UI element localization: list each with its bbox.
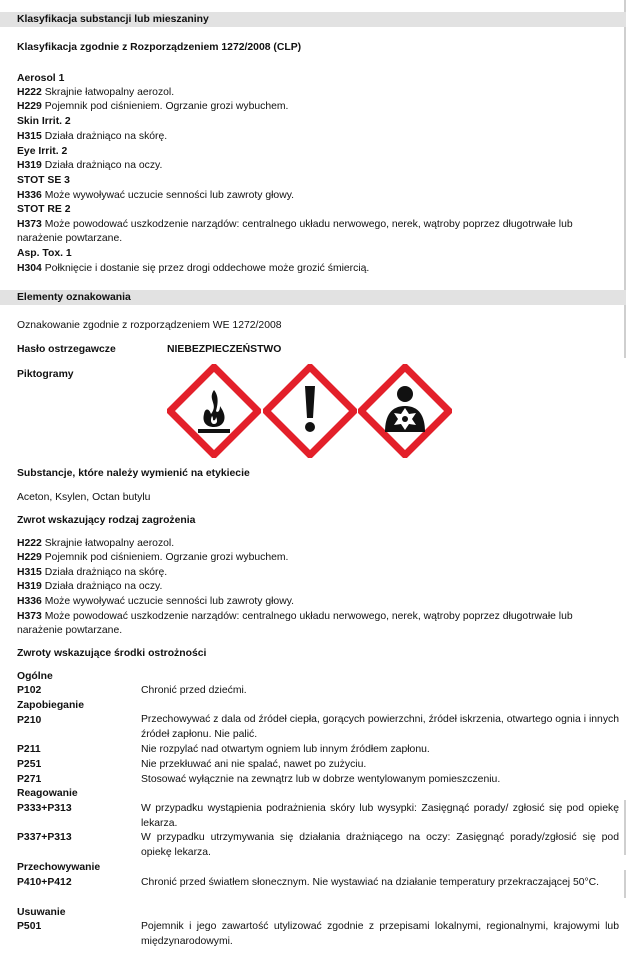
precaution-code: P410+P412 <box>17 877 72 888</box>
hazard-statement <box>17 130 167 143</box>
hazard-statements-heading: Zwrot wskazujący rodzaj zagrożenia <box>17 515 196 526</box>
precaution-text: Chronić przed dziećmi. <box>141 685 247 696</box>
statement-code: H336 <box>17 596 42 607</box>
statement-text: Połknięcie i dostanie się przez drogi oddechowe może grozić śmiercią. <box>44 263 370 274</box>
precaution-group-label: Reagowanie <box>17 788 78 799</box>
statement-code: H229 <box>17 552 42 563</box>
precaution-group-label: Zapobieganie <box>17 700 84 711</box>
precaution-code: P501 <box>17 921 42 932</box>
statement-text: Może powodować uszkodzenie narządów: centralnego układu nerwowego, nerek, wątroby poprzez długotrwałe lub <box>44 611 573 622</box>
classification-section-title: Klasyfikacja substancji lub mieszaniny <box>17 14 209 25</box>
statement-code: H336 <box>17 190 42 201</box>
precaution-code: P271 <box>17 774 42 785</box>
pictograms-label: Piktogramy <box>17 369 74 380</box>
flame-icon <box>167 364 261 458</box>
precaution-text: Przechowywać z dala od źródeł ciepła, gorących powierzchni, źródeł iskrzenia, otwartego ognia i innych źródeł zapłonu. Nie palić. <box>141 714 619 740</box>
precaution-group-label: Ogólne <box>17 671 53 682</box>
precaution-text: W przypadku wystąpienia podrażnienia skóry lub wysypki: Zasięgnąć porady/ zgłosić się pod opiekę lekarza. <box>141 803 619 829</box>
hazard-statement <box>17 551 288 564</box>
precaution-text: Stosować wyłącznie na zewnątrz lub w dobrze wentylowanym pomieszczeniu. <box>141 774 501 785</box>
precaution-code: P333+P313 <box>17 803 72 814</box>
statement-code: H319 <box>17 581 42 592</box>
statement-text: Działa drażniąco na oczy. <box>44 581 163 592</box>
precaution-text: Nie przekłuwać ani nie spalać, nawet po zużyciu. <box>141 759 367 770</box>
hazard-statement <box>17 86 174 99</box>
precaution-text: Pojemnik i jego zawartość utylizować zgodnie z przepisami lokalnymi, regionalnymi, krajowymi lub międzynarodowymi. <box>141 921 619 947</box>
statement-code: H222 <box>17 87 42 98</box>
statement-text: Pojemnik pod ciśnieniem. Ogrzanie grozi wybuchem. <box>44 552 289 563</box>
statement-text: Może wywoływać uczucie senności lub zawroty głowy. <box>44 190 295 201</box>
hazard-statement <box>17 100 288 113</box>
statement-text: Działa drażniąco na skórę. <box>44 131 168 142</box>
labelling-section-title: Elementy oznakowania <box>17 292 131 303</box>
statement-code: H222 <box>17 538 42 549</box>
hazard-statement <box>17 159 162 172</box>
hazard-statement <box>17 610 573 623</box>
substances-heading: Substancje, które należy wymienić na etykiecie <box>17 468 250 479</box>
hazard-statement <box>17 566 167 579</box>
statement-code: H373 <box>17 219 42 230</box>
statement-code: H315 <box>17 567 42 578</box>
hazard-statement <box>17 595 294 608</box>
statement-code: H315 <box>17 131 42 142</box>
hazard-statement-continuation: narażenie powtarzane. <box>17 233 123 244</box>
statement-text: Pojemnik pod ciśnieniem. Ogrzanie grozi wybuchem. <box>44 101 289 112</box>
hazard-statement <box>17 218 573 231</box>
precaution-code: P251 <box>17 759 42 770</box>
hazard-category: STOT SE 3 <box>17 175 70 186</box>
health-hazard-icon <box>358 364 452 458</box>
precaution-group-label: Przechowywanie <box>17 862 101 873</box>
statement-text: Skrajnie łatwopalny aerozol. <box>44 538 175 549</box>
precaution-text: Chronić przed światłem słonecznym. Nie wystawiać na działanie temperatury przekraczającej 50°C. <box>141 877 600 888</box>
precaution-code: P337+P313 <box>17 832 72 843</box>
hazard-category: Skin Irrit. 2 <box>17 116 71 127</box>
classification-section-header <box>0 12 626 27</box>
substances-list: Aceton, Ksylen, Octan butylu <box>17 492 151 503</box>
hazard-category: STOT RE 2 <box>17 204 71 215</box>
precaution-group-label: Usuwanie <box>17 907 66 918</box>
exclamation-mark-icon <box>263 364 357 458</box>
statement-text: Może powodować uszkodzenie narządów: centralnego układu nerwowego, nerek, wątroby poprzez długotrwałe lub <box>44 219 573 230</box>
hazard-category: Aerosol 1 <box>17 73 65 84</box>
statement-code: H304 <box>17 263 42 274</box>
precaution-code: P211 <box>17 744 41 755</box>
statement-text: Może wywoływać uczucie senności lub zawroty głowy. <box>44 596 295 607</box>
signal-word: NIEBEZPIECZEŃSTWO <box>167 344 282 355</box>
signal-word-label: Hasło ostrzegawcze <box>17 344 116 355</box>
labelling-regulation-text: Oznakowanie zgodnie z rozporządzeniem WE 1272/2008 <box>17 320 282 331</box>
statement-code: H319 <box>17 160 42 171</box>
statement-text: Działa drażniąco na skórę. <box>44 567 168 578</box>
precaution-text: Nie rozpylać nad otwartym ogniem lub innym źródłem zapłonu. <box>141 744 430 755</box>
hazard-category: Asp. Tox. 1 <box>17 248 72 259</box>
hazard-statement <box>17 262 369 275</box>
hazard-statement <box>17 580 162 593</box>
statement-code: H229 <box>17 101 42 112</box>
labelling-section-header <box>0 290 626 305</box>
statement-text: Działa drażniąco na oczy. <box>44 160 163 171</box>
precaution-code: P210 <box>17 715 42 726</box>
statement-code: H373 <box>17 611 42 622</box>
precaution-text: W przypadku utrzymywania się działania drażniącego na oczy: Zasięgnąć porady/zgłosić się pod opiekę lekarza. <box>141 832 619 858</box>
statement-text: Skrajnie łatwopalny aerozol. <box>44 87 175 98</box>
precaution-heading: Zwroty wskazujące środki ostrożności <box>17 648 207 659</box>
regulation-heading: Klasyfikacja zgodnie z Rozporządzeniem 1272/2008 (CLP) <box>17 42 302 53</box>
hazard-category: Eye Irrit. 2 <box>17 146 68 157</box>
precaution-code: P102 <box>17 685 42 696</box>
hazard-statement-continuation: narażenie powtarzane. <box>17 625 123 636</box>
hazard-statement <box>17 537 174 550</box>
hazard-statement <box>17 189 294 202</box>
